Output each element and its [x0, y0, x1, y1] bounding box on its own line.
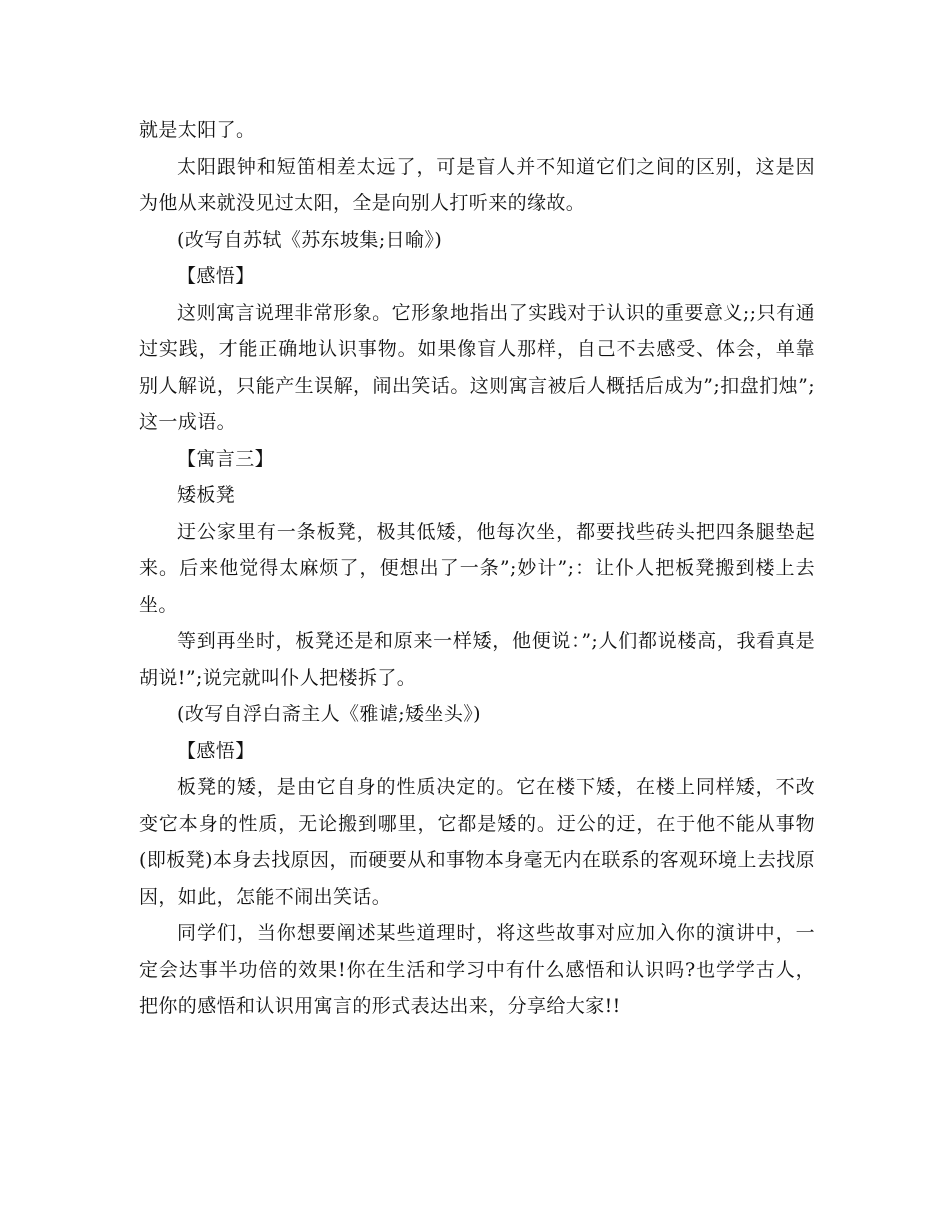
paragraph-story-continued: 等到再坐时，板凳还是和原来一样矮，他便说：”;人们都说楼高，我看真是胡说!”;说完就叫仆人把楼拆了。 [139, 630, 815, 689]
paragraph-story: 迂公家里有一条板凳，极其低矮，他每次坐，都要找些砖头把四条腿垫起来。后来他觉得太麻烦了，便想出了一条”;妙计”;：让仆人把板凳搬到楼上去坐。 [139, 520, 815, 616]
section-heading-insight: 【感悟】 [177, 265, 255, 287]
fable-title: 矮板凳 [177, 484, 236, 506]
paragraph-story-end: 就是太阳了。 [139, 119, 256, 141]
paragraph-insight: 板凳的矮，是由它自身的性质决定的。它在楼下矮，在楼上同样矮，不改变它本身的性质，无论搬到哪里，它都是矮的。迂公的迂，在于他不能从事物(即板凳)本身去找原因，而硬要从和事物本身毫无内在联系的客观环境上去找原因，如此，怎能不闹出笑话。 [139, 776, 815, 908]
section-heading-insight: 【感悟】 [177, 739, 255, 762]
paragraph-explanation: 太阳跟钟和短笛相差太远了，可是盲人并不知道它们之间的区别，这是因为他从来就没见过太阳，全是向别人打听来的缘故。 [139, 155, 815, 214]
section-heading-fable-three: 【寓言三】 [177, 447, 275, 470]
source-citation: (改写自浮白斋主人《雅谑;矮坐头》) [177, 703, 481, 725]
document-body [139, 112, 815, 1025]
source-citation: (改写自苏轼《苏东坡集;日喻》) [177, 228, 443, 251]
paragraph-conclusion: 同学们，当你想要阐述某些道理时，将这些故事对应加入你的演讲中，一定会达事半功倍的效果!你在生活和学习中有什么感悟和认识吗?也学学古人，把你的感悟和认识用寓言的形式表达出来，分享给大家!! [139, 922, 815, 1017]
paragraph-insight: 这则寓言说理非常形象。它形象地指出了实践对于认识的重要意义;;只有通过实践，才能正确地认识事物。如果像盲人那样，自己不去感受、体会，单靠别人解说，只能产生误解，闹出笑话。这则寓言被后人概括后成为”;扣盘扪烛”;这一成语。 [139, 301, 816, 433]
